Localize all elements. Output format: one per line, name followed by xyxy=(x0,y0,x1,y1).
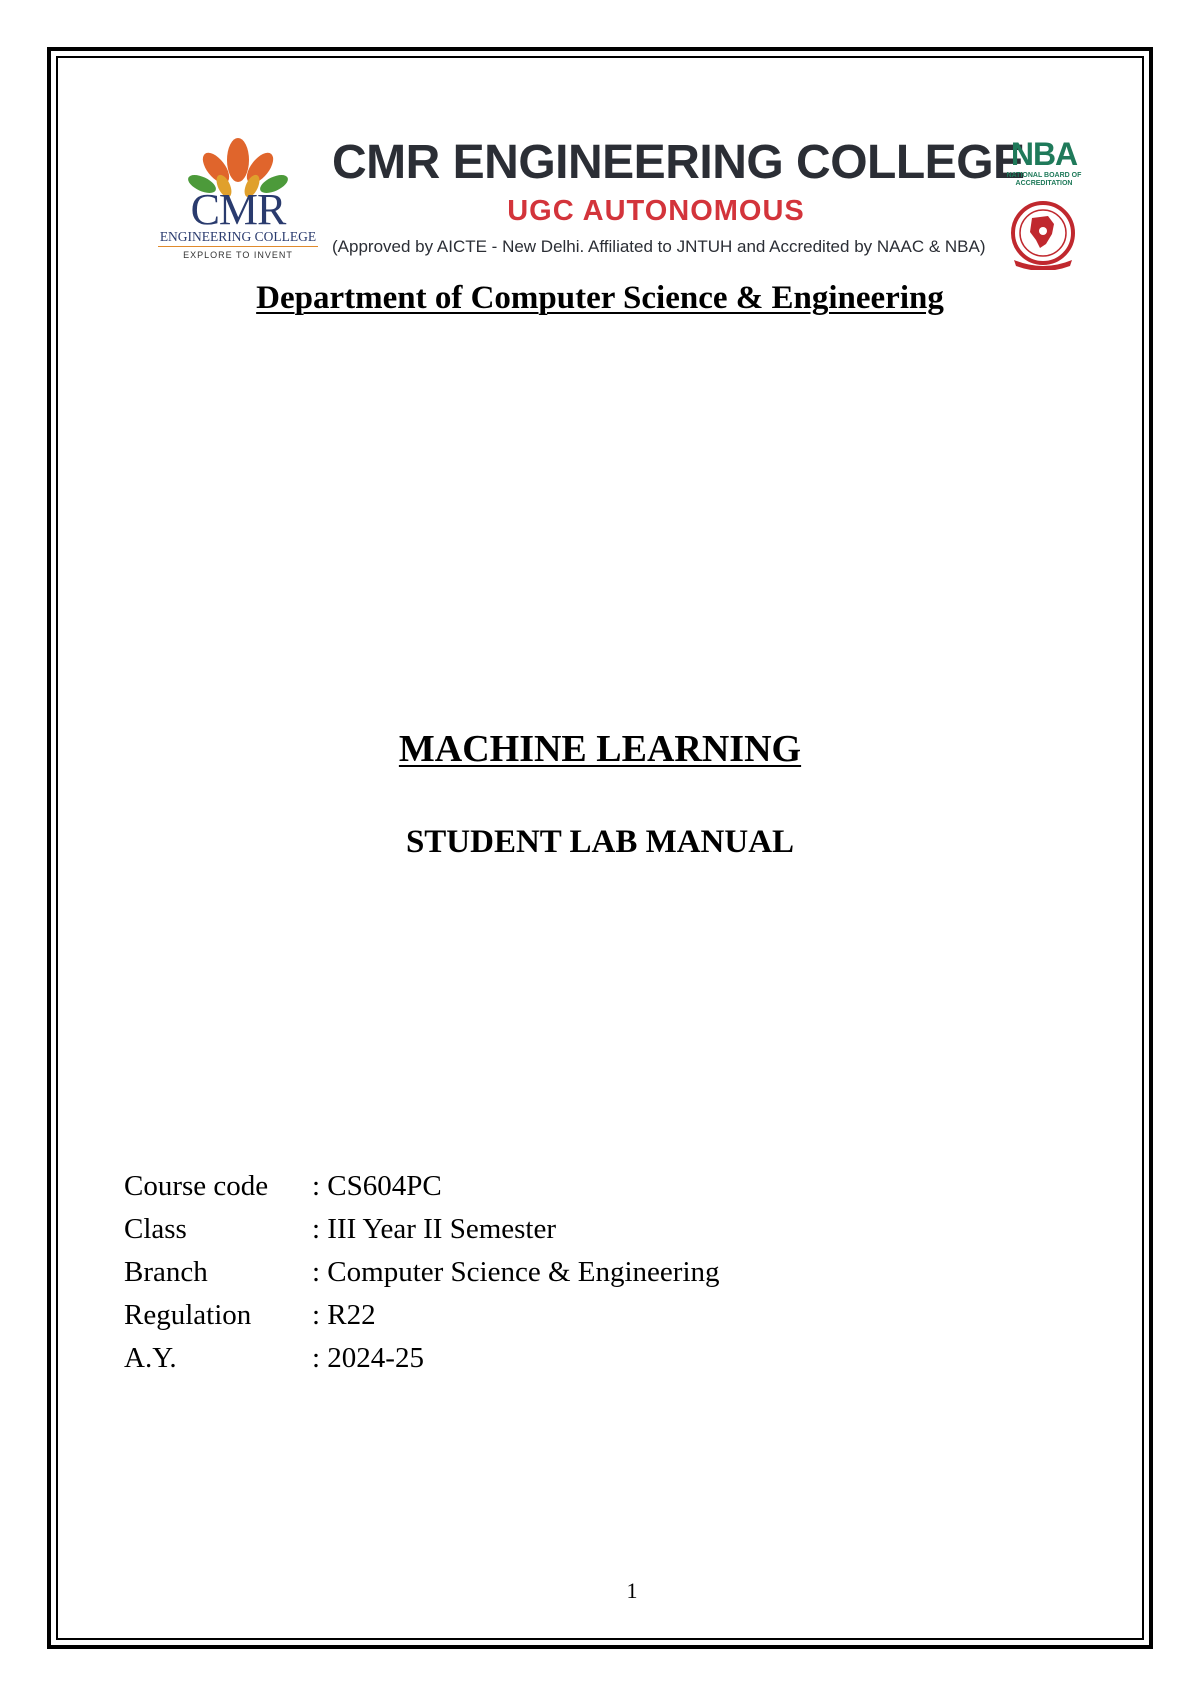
detail-label: A.Y. xyxy=(124,1342,177,1374)
naac-seal-icon xyxy=(1004,200,1082,270)
nba-subtitle: NATIONAL BOARD OF ACCREDITATION xyxy=(1006,172,1082,187)
logo-tagline: EXPLORE TO INVENT xyxy=(183,250,293,260)
logo-subtitle: ENGINEERING COLLEGE xyxy=(159,229,317,244)
detail-value: : CS604PC xyxy=(312,1170,442,1202)
manual-title: MACHINE LEARNING xyxy=(398,728,802,770)
detail-row-academic-year xyxy=(124,1340,924,1383)
detail-row-branch xyxy=(124,1254,924,1297)
department-title: Department of Computer Science & Engineering xyxy=(256,280,944,316)
detail-label: Regulation xyxy=(124,1299,252,1331)
page-number: 1 xyxy=(626,1578,638,1603)
course-details xyxy=(124,1168,924,1383)
detail-value: : 2024-25 xyxy=(312,1342,424,1374)
logo-divider xyxy=(158,246,318,247)
detail-value: : III Year II Semester xyxy=(312,1213,557,1245)
cmr-logo xyxy=(158,138,318,266)
autonomous-status: UGC AUTONOMOUS xyxy=(507,195,805,227)
logo-wordmark: CMR xyxy=(190,185,286,234)
detail-label: Class xyxy=(124,1213,187,1245)
detail-row-class xyxy=(124,1211,924,1254)
detail-label: Branch xyxy=(124,1256,208,1288)
detail-value: : R22 xyxy=(312,1299,376,1331)
detail-row-regulation xyxy=(124,1297,924,1340)
nba-logo xyxy=(1004,138,1084,190)
approval-line: (Approved by AICTE - New Delhi. Affiliated to JNTUH and Accredited by NAAC & NBA) xyxy=(332,237,986,256)
detail-label: Course code xyxy=(124,1170,269,1202)
detail-value: : Computer Science & Engineering xyxy=(312,1256,720,1288)
detail-row-course-code xyxy=(124,1168,924,1211)
manual-subtitle: STUDENT LAB MANUAL xyxy=(405,824,795,860)
nba-wordmark: NBA xyxy=(1010,136,1078,172)
college-name: CMR ENGINEERING COLLEGE xyxy=(332,136,1025,189)
